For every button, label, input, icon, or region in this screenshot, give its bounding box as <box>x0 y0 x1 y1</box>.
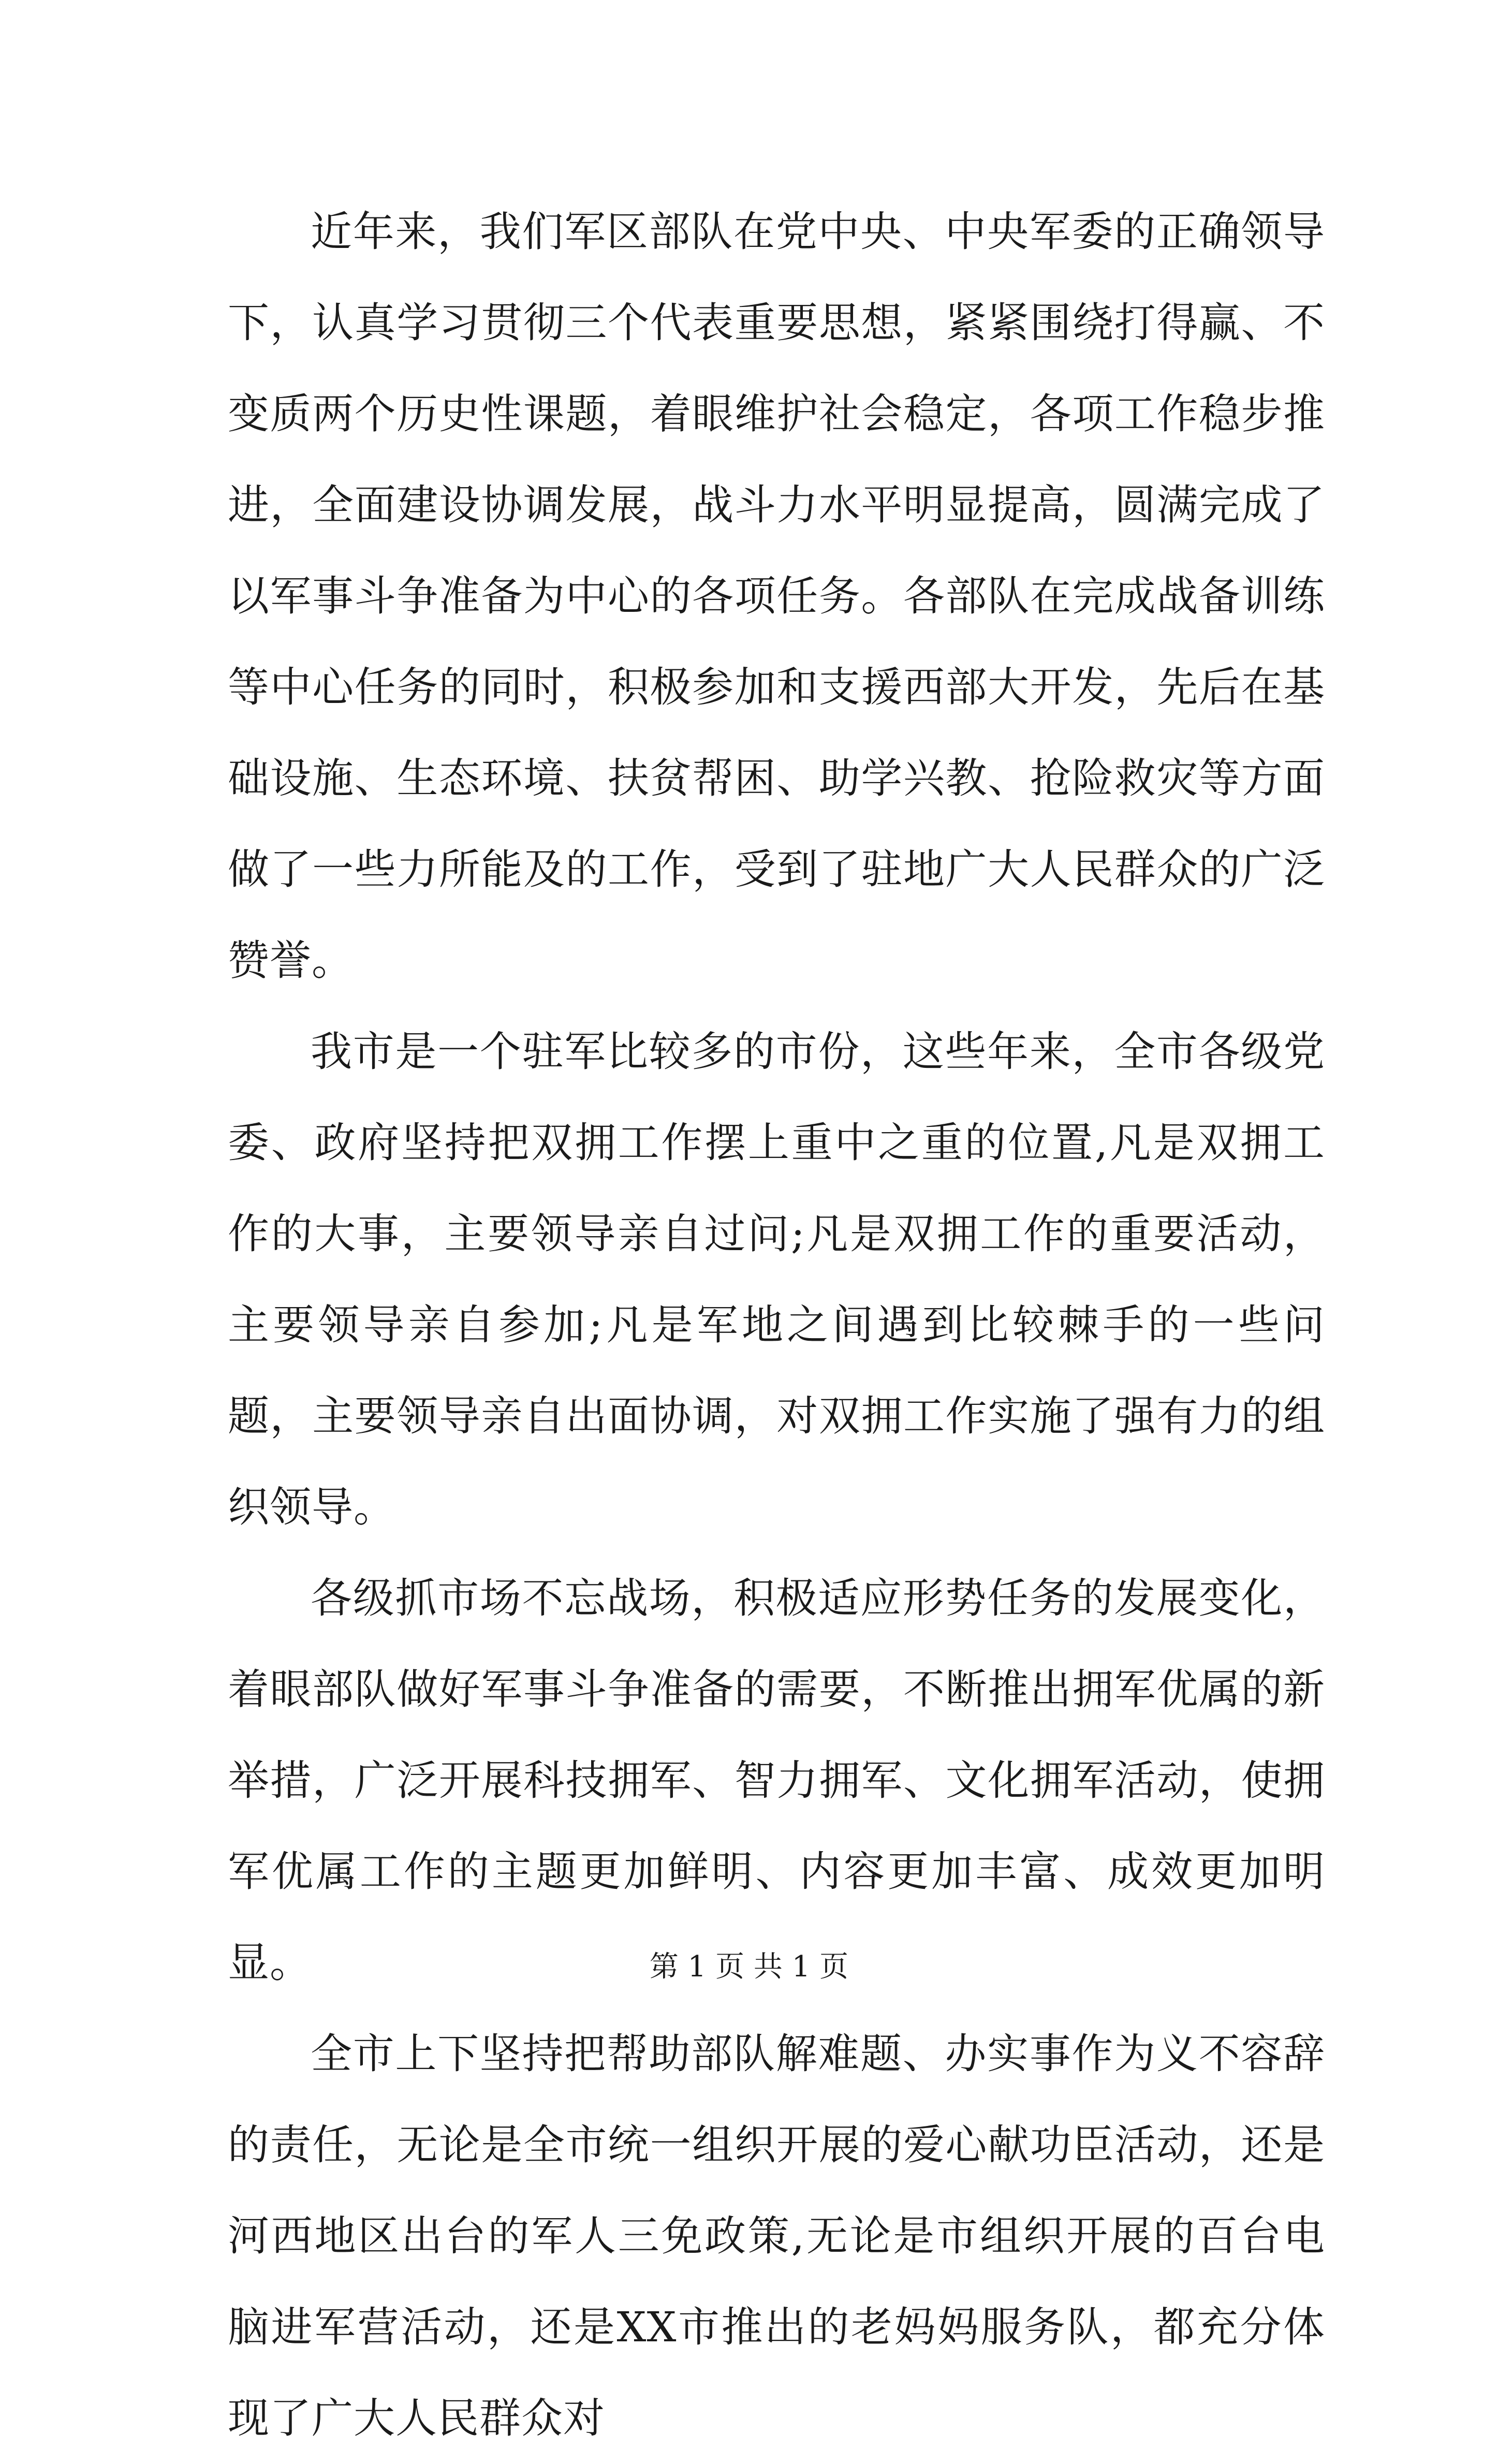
page-footer: 第 1 页 共 1 页 <box>649 1950 849 1984</box>
paragraph-4: 全市上下坚持把帮助部队解难题、办实事作为义不容辞的责任，无论是全市统一组织开展的爱心献功臣活动，还是河西地区出台的军人三免政策,无论是市组织开展的百台电脑进军营活动，还是XX市推出的老妈妈服务队，都充分体现了广大人民群众对 <box>228 2030 1325 2442</box>
paragraph-3: 各级抓市场不忘战场，积极适应形势任务的发展变化，着眼部队做好军事斗争准备的需要，不断推出拥军优属的新举措，广泛开展科技拥军、智力拥军、文化拥军活动，使拥军优属工作的主题更加鲜明、内容更加丰富、成效更加明显。 <box>228 1574 1325 1987</box>
document-body <box>228 186 1325 2464</box>
paragraph-1: 近年来，我们军区部队在党中央、中央军委的正确领导下，认真学习贯彻三个代表重要思想，紧紧围绕打得赢、不变质两个历史性课题，着眼维护社会稳定，各项工作稳步推进，全面建设协调发展，战斗力水平明显提高，圆满完成了以军事斗争准备为中心的各项任务。各部队在完成战备训练等中心任务的同时，积极参加和支援西部大开发，先后在基础设施、生态环境、扶贫帮困、助学兴教、抢险救灾等方面做了一些力所能及的工作，受到了驻地广大人民群众的广泛赞誉。 <box>228 208 1325 985</box>
paragraph-2: 我市是一个驻军比较多的市份，这些年来，全市各级党委、政府坚持把双拥工作摆上重中之重的位置,凡是双拥工作的大事，主要领导亲自过问;凡是双拥工作的重要活动，主要领导亲自参加;凡是军地之间遇到比较棘手的一些问题，主要领导亲自出面协调，对双拥工作实施了强有力的组织领导。 <box>228 1028 1325 1531</box>
